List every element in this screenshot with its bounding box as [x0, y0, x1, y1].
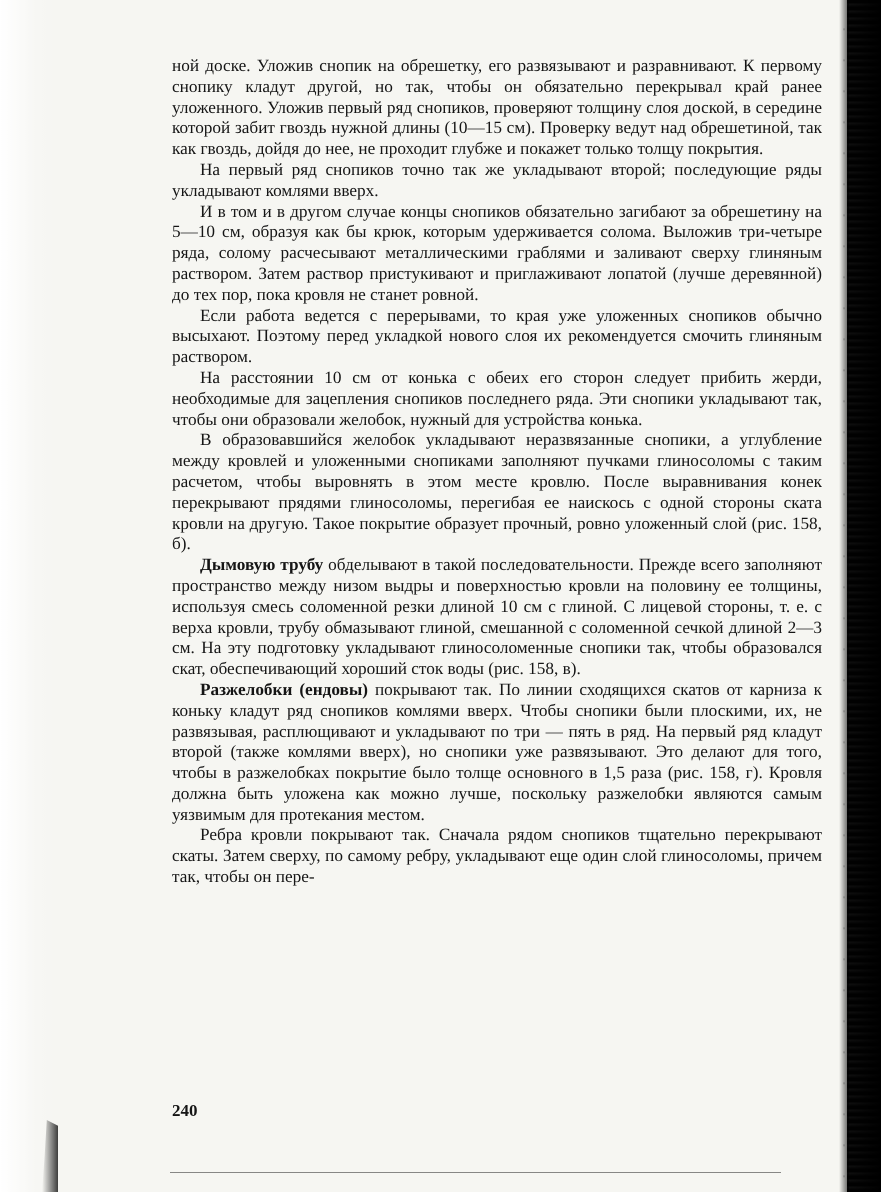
- page-text-column: [172, 56, 822, 888]
- text-paragraph: И в том и в другом случае концы снопиков обязательно загибают за обрешетину на 5—10 см, образуя как бы крюк, которым удерживается солома. Выложив три-четыре ряда, солому расчесывают металлическими граблями и заливают сверху глиняным раствором. Затем раствор пристукивают и приглаживают лопатой (лучше деревянной) до тех пор, пока кровля не станет ровной.: [172, 201, 822, 304]
- chimney-heading: Дымовую трубу: [200, 555, 324, 575]
- text-paragraph: На первый ряд снопиков точно так же укладывают второй; последующие ряды укладывают комлями вверх.: [172, 159, 822, 200]
- scan-bottom-rule: [170, 1172, 781, 1173]
- valleys-heading: Разжелобки (ендовы): [200, 679, 369, 699]
- text-paragraph: ной доске. Уложив снопик на обрешетку, его развязывают и разравнивают. К первому снопику кладут другой, но так, чтобы он обязательно перекрывал край ранее уложенного. Уложив первый ряд снопиков, проверяют толщину слоя доской, в середине которой забит гвоздь нужной длины (10—15 см). Проверку ведут над обрешетиной, так как гвоздь, дойдя до нее, не проходит глубже и покажет только толщу покрытия.: [172, 56, 822, 159]
- scan-left-margin: [0, 0, 58, 1192]
- valleys-paragraph: [172, 680, 822, 826]
- page-number: 240: [172, 1101, 198, 1120]
- text-paragraph: Если работа ведется с перерывами, то края уже уложенных снопиков обычно высыхают. Поэтому перед укладкой нового слоя их рекомендуется смочить глиняным раствором.: [172, 305, 822, 367]
- text-paragraph: Ребра кровли покрывают так. Сначала рядом снопиков тщательно перекрывают скаты. Затем сверху, по самому ребру, укладывают еще один слой глиносоломы, причем так, чтобы он пере-: [172, 825, 822, 887]
- chimney-paragraph: [172, 555, 822, 680]
- scan-dark-edge: [847, 0, 881, 1192]
- text-paragraph: В образовавшийся желобок укладывают неразвязанные снопики, а углубление между кровлей и уложенными снопиками заполняют пучками глиносоломы с таким расчетом, чтобы выровнять в этом месте кровлю. После выравнивания конек перекрывают прядями глиносоломы, перегибая ее наискось с одной стороны ската кровли на другую. Такое покрытие образует прочный, ровно уложенный слой (рис. 158, б).: [172, 430, 822, 554]
- chimney-text: обделывают в такой последовательности. Прежде всего заполняют пространство между низом выдры и поверхностью кровли на половину ее толщины, используя смесь соломенной резки длиной 10 см с глиной. С лицевой стороны, т. е. с верха кровли, трубу обмазывают глиной, смешанной с соломенной сечкой длиной 2—3 см. На эту подготовку укладывают глиносоломенные снопики так, чтобы образовался скат, обеспечивающий хороший сток воды (рис. 158, в).: [172, 555, 822, 679]
- text-paragraph: На расстоянии 10 см от конька с обеих его сторон следует прибить жерди, необходимые для зацепления снопиков последнего ряда. Эти снопики укладывают так, чтобы они образовали желобок, нужный для устройства конька.: [172, 367, 822, 429]
- valleys-text: покрывают так. По линии сходящихся скатов от карниза к коньку кладут ряд снопиков комлями вверх. Чтобы снопики были плоскими, их, не развязывая, расплющивают и укладывают по три — пять в ряд. На первый ряд кладут второй (также комлями вверх), но снопики уже развязывают. Это делают для того, чтобы в разжелобках покрытие было толще основного в 1,5 раза (рис. 158, г). Кровля должна быть уложена как можно лучше, поскольку разжелобки являются самым уязвимым для протекания местом.: [172, 679, 823, 824]
